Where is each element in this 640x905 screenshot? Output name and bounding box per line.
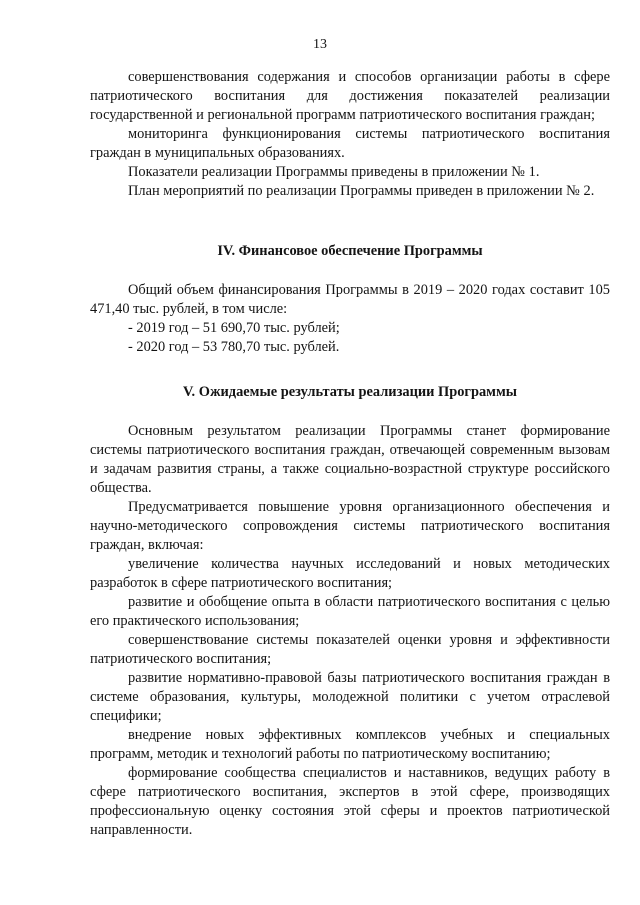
funding-item-2019: - 2019 год – 51 690,70 тыс. рублей; — [128, 320, 340, 336]
result-item: совершенствование системы показателей оценки уровня и эффективности патриотического воспитания; — [90, 632, 610, 667]
section-4-heading: IV. Финансовое обеспечение Программы — [217, 243, 483, 259]
intro-paragraph-4: План мероприятий по реализации Программы приведен в приложении № 2. — [128, 183, 595, 199]
intro-paragraph-2: мониторинга функционирования системы патриотического воспитания граждан в муниципальных образованиях. — [90, 126, 610, 161]
section-4-paragraph: Общий объем финансирования Программы в 2019 – 2020 годах составит 105 471,40 тыс. рублей, в том числе: — [90, 282, 610, 317]
section-5-paragraph-1: Основным результатом реализации Программы станет формирование системы патриотического воспитания граждан, отвечающей современным вызовам и задачам развития страны, а также социально-возрастной структуре российского общества. — [90, 423, 610, 496]
intro-paragraph-3: Показатели реализации Программы приведены в приложении № 1. — [128, 164, 540, 180]
funding-item-2020: - 2020 год – 53 780,70 тыс. рублей. — [128, 339, 340, 355]
page-number: 13 — [313, 37, 327, 52]
result-item: развитие и обобщение опыта в области патриотического воспитания с целью его практического использования; — [90, 594, 610, 629]
result-item: внедрение новых эффективных комплексов учебных и специальных программ, методик и технологий работы по патриотическому воспитанию; — [90, 727, 610, 762]
section-5-heading: V. Ожидаемые результаты реализации Программы — [182, 384, 518, 400]
result-item: увеличение количества научных исследований и новых методических разработок в сфере патриотического воспитания; — [90, 556, 610, 591]
intro-paragraph-1: совершенствования содержания и способов организации работы в сфере патриотического воспитания для достижения показателей реализации государственной и региональной программ патриотического воспитания граждан; — [90, 69, 610, 123]
document-body — [90, 68, 610, 840]
result-item: формирование сообщества специалистов и наставников, ведущих работу в сфере патриотического воспитания, экспертов в этой сфере, производящих профессиональную оценку состояния этой сферы и проектов патриотической направленности. — [90, 765, 610, 838]
result-item: развитие нормативно-правовой базы патриотического воспитания граждан в системе образования, культуры, молодежной политики с учетом отраслевой специфики; — [90, 670, 610, 724]
section-5-paragraph-2: Предусматривается повышение уровня организационного обеспечения и научно-методического сопровождения системы патриотического воспитания граждан, включая: — [90, 499, 610, 553]
